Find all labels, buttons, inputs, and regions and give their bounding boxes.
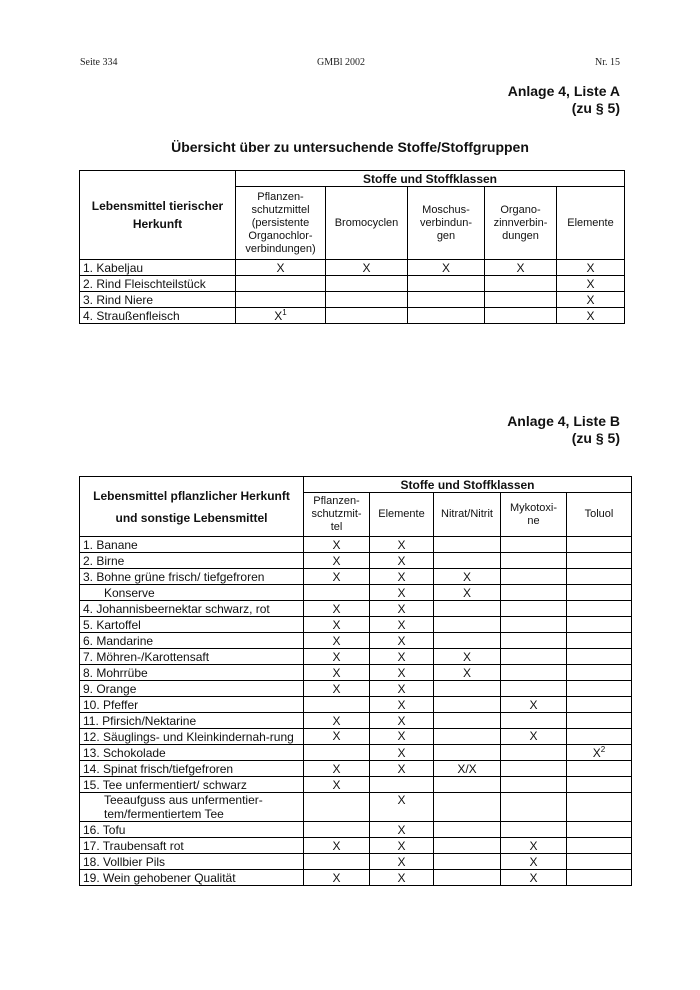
mark-cell — [236, 292, 326, 308]
anlage-b-subtitle: (zu § 5) — [571, 430, 620, 446]
table-a-header-row — [80, 171, 625, 187]
table-row — [80, 822, 632, 838]
mark: X — [397, 665, 406, 680]
mark-cell — [567, 761, 632, 777]
mark-cell — [434, 665, 501, 681]
mark-cell — [434, 537, 501, 553]
mark-cell — [501, 729, 567, 745]
item-cell: 3. Bohne grüne frisch/ tiefgefroren — [80, 569, 304, 585]
table-a-title: Übersicht über zu untersuchende Stoffe/Stoffgruppen — [171, 139, 529, 155]
mark: X — [397, 822, 406, 837]
mark-cell — [567, 569, 632, 585]
item-cell: 4. Johannisbeernektar schwarz, rot — [80, 601, 304, 617]
table-a-group-header: Stoffe und Stoffklassen — [236, 171, 625, 187]
mark-cell — [304, 617, 370, 633]
table-row — [80, 761, 632, 777]
table-row — [80, 697, 632, 713]
mark-cell — [370, 569, 434, 585]
mark-cell — [304, 745, 370, 761]
table-a — [79, 170, 625, 324]
table-row — [80, 713, 632, 729]
mark: X — [332, 617, 341, 632]
mark-cell — [408, 308, 485, 324]
mark-cell — [434, 553, 501, 569]
mark-cell — [326, 292, 408, 308]
mark: X — [397, 761, 406, 776]
mark-cell — [567, 681, 632, 697]
mark: X — [592, 745, 601, 760]
mark: X — [332, 870, 341, 885]
mark-cell — [304, 761, 370, 777]
table-row — [80, 681, 632, 697]
mark-cell — [501, 633, 567, 649]
mark-cell — [501, 838, 567, 854]
mark: X — [529, 870, 538, 885]
mark-cell — [326, 308, 408, 324]
mark-cell — [304, 537, 370, 553]
mark-cell — [304, 729, 370, 745]
mark: X — [274, 308, 283, 323]
item-cell: 17. Traubensaft rot — [80, 838, 304, 854]
mark: X — [529, 697, 538, 712]
item-cell: Teeaufguss aus unfermentier-tem/fermentiertem Tee — [80, 793, 304, 822]
mark: X — [397, 553, 406, 568]
mark-cell — [501, 665, 567, 681]
table-row — [80, 870, 632, 886]
item-cell: 8. Mohrrübe — [80, 665, 304, 681]
mark-cell — [408, 276, 485, 292]
mark-cell — [304, 854, 370, 870]
mark-cell — [370, 633, 434, 649]
mark-cell — [501, 537, 567, 553]
mark-cell — [434, 585, 501, 601]
mark-cell — [567, 633, 632, 649]
mark-cell — [501, 793, 567, 822]
item-cell: 16. Tofu — [80, 822, 304, 838]
mark-cell — [434, 854, 501, 870]
mark-cell — [501, 681, 567, 697]
mark-cell — [501, 745, 567, 761]
mark-cell — [434, 649, 501, 665]
mark: X — [441, 260, 450, 275]
mark-cell — [567, 793, 632, 822]
mark: X — [397, 729, 406, 743]
table-row — [80, 633, 632, 649]
mark: X — [397, 569, 406, 584]
journal-name: GMBl 2002 — [317, 57, 366, 68]
mark-cell — [567, 585, 632, 601]
footnote-marker: 2 — [600, 744, 606, 754]
mark-cell — [304, 601, 370, 617]
mark: X — [397, 649, 406, 664]
table-row — [80, 745, 632, 761]
mark-cell — [326, 276, 408, 292]
table-b — [79, 476, 632, 886]
mark-cell — [567, 870, 632, 886]
mark-cell — [370, 793, 434, 822]
mark-cell — [304, 870, 370, 886]
mark-cell — [501, 553, 567, 569]
mark-cell — [304, 838, 370, 854]
mark-cell — [370, 761, 434, 777]
mark-cell — [370, 601, 434, 617]
mark-cell — [567, 537, 632, 553]
mark-cell — [434, 838, 501, 854]
mark-cell — [408, 292, 485, 308]
issue-number: Nr. 15 — [595, 57, 620, 68]
mark: X — [332, 649, 341, 664]
table-a-col-header: Pflanzen-schutzmittel (persistente Organochlor-verbindungen) — [236, 187, 326, 260]
mark-cell — [236, 260, 326, 276]
anlage-a-subtitle: (zu § 5) — [571, 100, 620, 116]
mark-cell — [434, 617, 501, 633]
mark-cell — [370, 697, 434, 713]
mark-cell — [434, 601, 501, 617]
item-cell: Konserve — [80, 585, 304, 601]
mark-cell — [434, 761, 501, 777]
item-cell: 3. Rind Niere — [80, 292, 236, 308]
footnote-marker: 1 — [282, 307, 287, 317]
mark-cell — [304, 585, 370, 601]
table-b-col-header: Nitrat/Nitrit — [434, 493, 501, 537]
mark-cell — [501, 617, 567, 633]
mark-cell — [557, 276, 625, 292]
mark: X — [586, 260, 595, 275]
table-b-group-header: Stoffe und Stoffklassen — [304, 477, 632, 493]
mark-cell — [304, 665, 370, 681]
item-cell: 2. Birne — [80, 553, 304, 569]
item-cell: 1. Banane — [80, 537, 304, 553]
mark-cell — [370, 665, 434, 681]
table-b-first-col-header-line2: und sonstige Lebensmittel — [115, 510, 268, 525]
table-row — [80, 793, 632, 822]
mark-cell — [370, 822, 434, 838]
mark: X — [397, 601, 406, 616]
mark: X — [397, 793, 406, 807]
table-b-first-col-header — [80, 477, 304, 537]
mark: X — [332, 681, 341, 696]
mark: X — [276, 260, 285, 275]
mark-cell — [370, 870, 434, 886]
table-a-col-header: Bromocyclen — [326, 187, 408, 260]
mark-cell — [567, 601, 632, 617]
mark-cell — [370, 729, 434, 745]
table-row — [80, 553, 632, 569]
mark: X — [529, 729, 538, 743]
item-cell: 19. Wein gehobener Qualität — [80, 870, 304, 886]
mark: X — [397, 838, 406, 853]
item-cell: 11. Pfirsich/Nektarine — [80, 713, 304, 729]
mark: X — [462, 649, 471, 664]
mark-cell — [434, 633, 501, 649]
mark-cell — [304, 793, 370, 822]
mark-cell — [501, 713, 567, 729]
mark-cell — [370, 713, 434, 729]
mark-cell — [434, 870, 501, 886]
mark: X — [332, 761, 341, 776]
table-row — [80, 276, 625, 292]
mark: X — [397, 585, 406, 600]
item-cell: 13. Schokolade — [80, 745, 304, 761]
mark-cell — [567, 697, 632, 713]
table-row — [80, 585, 632, 601]
table-row — [80, 838, 632, 854]
mark-cell — [567, 665, 632, 681]
mark: X — [332, 838, 341, 853]
mark-cell — [434, 569, 501, 585]
mark-cell — [304, 777, 370, 793]
mark-cell — [485, 276, 557, 292]
mark-cell — [501, 870, 567, 886]
mark-cell — [557, 292, 625, 308]
table-a-col-header: Elemente — [557, 187, 625, 260]
mark-cell — [567, 617, 632, 633]
mark: X — [529, 838, 538, 853]
anlage-b-heading — [507, 413, 620, 447]
mark: X — [362, 260, 371, 275]
mark: X — [332, 729, 341, 743]
mark-cell — [434, 777, 501, 793]
mark: X — [332, 633, 341, 648]
table-row — [80, 308, 625, 324]
anlage-b-title: Anlage 4, Liste B — [507, 413, 620, 429]
mark-cell — [304, 713, 370, 729]
mark: X/X — [457, 761, 477, 776]
table-row — [80, 537, 632, 553]
table-row — [80, 649, 632, 665]
page-number: Seite 334 — [80, 57, 118, 68]
item-cell: 14. Spinat frisch/tiefgefroren — [80, 761, 304, 777]
mark-cell — [501, 761, 567, 777]
table-row — [80, 260, 625, 276]
mark-cell — [370, 537, 434, 553]
mark-cell — [485, 260, 557, 276]
mark-cell — [567, 822, 632, 838]
mark: X — [332, 537, 341, 552]
mark-cell — [567, 729, 632, 745]
mark-cell — [370, 838, 434, 854]
mark-cell — [434, 793, 501, 822]
mark-cell — [304, 633, 370, 649]
mark-cell — [304, 569, 370, 585]
mark-cell — [557, 260, 625, 276]
mark-cell — [370, 745, 434, 761]
item-cell: 4. Straußenfleisch — [80, 308, 236, 324]
mark: X — [529, 854, 538, 869]
table-row — [80, 729, 632, 745]
table-row — [80, 665, 632, 681]
mark-cell — [557, 308, 625, 324]
mark-cell — [304, 822, 370, 838]
table-row — [80, 292, 625, 308]
mark-cell — [567, 854, 632, 870]
mark-cell — [501, 569, 567, 585]
mark-cell — [501, 601, 567, 617]
mark-cell — [501, 854, 567, 870]
mark: X — [332, 713, 341, 728]
mark-cell — [434, 697, 501, 713]
mark-cell — [485, 308, 557, 324]
mark-cell — [370, 854, 434, 870]
table-b-col-header: Elemente — [370, 493, 434, 537]
item-cell: 12. Säuglings- und Kleinkindernah-rung — [80, 729, 304, 745]
item-cell: 6. Mandarine — [80, 633, 304, 649]
item-cell: 9. Orange — [80, 681, 304, 697]
table-row — [80, 569, 632, 585]
mark-cell — [567, 777, 632, 793]
item-cell: 18. Vollbier Pils — [80, 854, 304, 870]
mark-cell — [501, 649, 567, 665]
table-row — [80, 854, 632, 870]
mark-cell — [434, 822, 501, 838]
mark: X — [332, 601, 341, 616]
mark-cell — [304, 649, 370, 665]
mark: X — [332, 777, 341, 792]
mark-cell — [567, 745, 632, 761]
mark: X — [397, 633, 406, 648]
item-cell: 10. Pfeffer — [80, 697, 304, 713]
mark-cell — [304, 681, 370, 697]
mark: X — [516, 260, 525, 275]
mark: X — [397, 681, 406, 696]
mark: X — [586, 292, 595, 307]
item-cell: 1. Kabeljau — [80, 260, 236, 276]
mark-cell — [434, 745, 501, 761]
table-b-col-header: Mykotoxi-ne — [501, 493, 567, 537]
mark-cell — [434, 729, 501, 745]
mark: X — [462, 569, 471, 584]
mark: X — [397, 617, 406, 632]
mark-cell — [370, 585, 434, 601]
mark-cell — [501, 697, 567, 713]
mark-cell — [370, 681, 434, 697]
mark: X — [586, 308, 595, 323]
mark: X — [586, 276, 595, 291]
table-row — [80, 601, 632, 617]
anlage-a-heading — [508, 83, 620, 117]
mark: X — [332, 569, 341, 584]
table-row — [80, 617, 632, 633]
item-cell: 7. Möhren-/Karottensaft — [80, 649, 304, 665]
mark-cell — [567, 649, 632, 665]
mark-cell — [236, 308, 326, 324]
mark-cell — [501, 585, 567, 601]
table-b-first-col-header-line1: Lebensmittel pflanzlicher Herkunft — [93, 488, 290, 503]
mark-cell — [501, 822, 567, 838]
mark-cell — [236, 276, 326, 292]
table-a-col-header: Moschus-verbindun-gen — [408, 187, 485, 260]
table-b-col-header: Pflanzen-schutzmit-tel — [304, 493, 370, 537]
mark-cell — [434, 681, 501, 697]
mark: X — [462, 585, 471, 600]
table-b-header-row — [80, 477, 632, 493]
mark: X — [397, 713, 406, 728]
mark-cell — [567, 553, 632, 569]
mark-cell — [370, 553, 434, 569]
mark: X — [397, 537, 406, 552]
mark-cell — [408, 260, 485, 276]
table-row — [80, 777, 632, 793]
table-a-first-col-header: Lebensmittel tierischer Herkunft — [80, 171, 236, 260]
table-a-col-header: Organo-zinnverbin-dungen — [485, 187, 557, 260]
mark-cell — [304, 697, 370, 713]
mark: X — [332, 553, 341, 568]
mark: X — [462, 665, 471, 680]
mark-cell — [370, 777, 434, 793]
mark-cell — [370, 617, 434, 633]
mark-cell — [567, 713, 632, 729]
mark: X — [397, 870, 406, 885]
item-cell: 5. Kartoffel — [80, 617, 304, 633]
table-b-col-header: Toluol — [567, 493, 632, 537]
mark-cell — [370, 649, 434, 665]
mark-cell — [485, 292, 557, 308]
item-cell: 2. Rind Fleischteilstück — [80, 276, 236, 292]
item-cell: 15. Tee unfermentiert/ schwarz — [80, 777, 304, 793]
mark-cell — [434, 713, 501, 729]
mark: X — [397, 854, 406, 869]
mark-cell — [326, 260, 408, 276]
mark: X — [332, 665, 341, 680]
mark: X — [397, 745, 406, 760]
mark-cell — [304, 553, 370, 569]
mark-cell — [567, 838, 632, 854]
anlage-a-title: Anlage 4, Liste A — [507, 83, 620, 99]
mark: X — [397, 697, 406, 712]
mark-cell — [501, 777, 567, 793]
